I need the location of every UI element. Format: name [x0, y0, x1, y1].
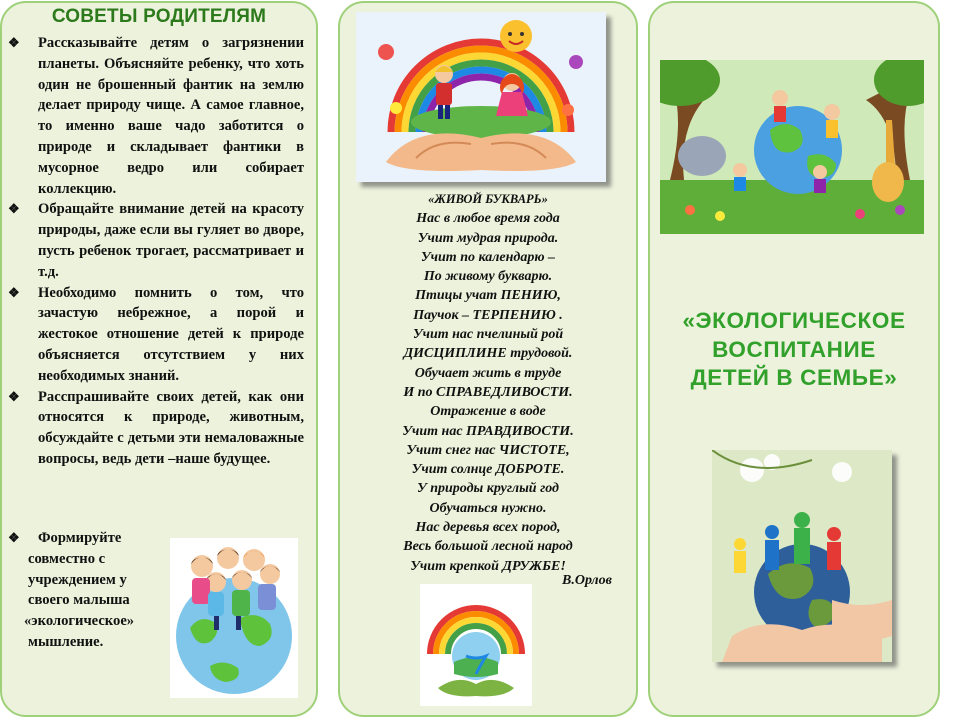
advice-heading: СОВЕТЫ РОДИТЕЛЯМ [51, 6, 267, 27]
poem-line: Паучок – ТЕРПЕНИЮ . [413, 307, 563, 323]
bullet-icon: ❖ [8, 201, 20, 217]
advice-item: ❖ Рассказывайте детям о загрязнении планеты. Объясняйте ребенку, что хоть один не брошенный фантик на землю делает природу чище. А самое главное, то именно ваше чадо заботится о природе и складывает фантики в мусорное ведро или собирает коллекцию. [8, 35, 304, 197]
poem-title: «ЖИВОЙ БУКВАРЬ» [428, 192, 548, 206]
hands-holding-globe-illustration [712, 450, 892, 662]
poem-line: Отражение в воде [430, 404, 546, 420]
poem-line: У природы круглый год [416, 481, 559, 497]
poem-line: Обучает жить в труде [414, 365, 562, 381]
poem-line: Нас в любое время года [416, 211, 560, 227]
children-with-earth-illustration [660, 60, 924, 234]
poem-line: Нас деревья всех пород, [415, 520, 561, 536]
poem-line: Весь большой лесной народ [403, 539, 573, 555]
poem-line: Учит солнце ДОБРОТЕ. [411, 462, 565, 478]
poem-line: Учит мудрая природа. [417, 230, 559, 246]
poem-line: Учит нас пчелиный рой [412, 327, 564, 343]
poem-line: Птицы учат ПЕНИЮ, [415, 288, 561, 304]
poem [338, 190, 638, 576]
poem-line: Учит нас ПРАВДИВОСТИ. [402, 423, 574, 439]
poem-author: В.Орлов [562, 573, 612, 588]
brochure-title: «ЭКОЛОГИЧЕСКОЕ ВОСПИТАНИЕ ДЕТЕЙ В СЕМЬЕ» [682, 308, 906, 390]
rainbow-globe-hands-illustration [420, 584, 532, 706]
bullet-icon: ❖ [8, 530, 20, 545]
poem-line: ДИСЦИПЛИНЕ трудовой. [403, 346, 573, 362]
advice-item-last: ❖ Формируйте совместно с учреждением у своего малыша «экологическое» мышление. [8, 530, 135, 650]
advice-item: ❖ Расспрашивайте своих детей, как они относятся к природе, животным, обсуждайте с детьми эти немаловажные вопросы, ведь дети –наше будущее. [8, 388, 304, 467]
poem-line: Обучаться нужно. [429, 500, 547, 516]
elephant-icon [678, 136, 726, 176]
poem-line: Учит крепкой ДРУЖБЕ! [410, 558, 566, 574]
bullet-icon: ❖ [8, 284, 20, 300]
sun-icon [500, 20, 532, 52]
bullet-icon: ❖ [8, 35, 20, 50]
poem-line: Учит по календарю – [420, 249, 556, 265]
advice-item: ❖ Необходимо помнить о том, что зачастую небрежное, а порой и жестокое отношение детей к природе объясняется отсутствием у них необходимых знаний. [8, 284, 304, 384]
advice-item: ❖ Обращайте внимание детей на красоту природы, даже если вы гуляет во дворе, пусть ребенок трогает, рассматривает и т.д. [8, 201, 304, 280]
poem-line: По живому букварю. [423, 269, 553, 285]
poem-line: Учит снег нас ЧИСТОТЕ, [406, 442, 570, 458]
rainbow-hands-illustration [356, 12, 606, 182]
giraffe-icon [872, 162, 904, 202]
advice-list [8, 33, 304, 470]
bullet-icon: ❖ [8, 388, 20, 404]
children-on-globe-illustration [170, 538, 298, 698]
poem-line: И по СПРАВЕДЛИВОСТИ. [403, 384, 573, 400]
